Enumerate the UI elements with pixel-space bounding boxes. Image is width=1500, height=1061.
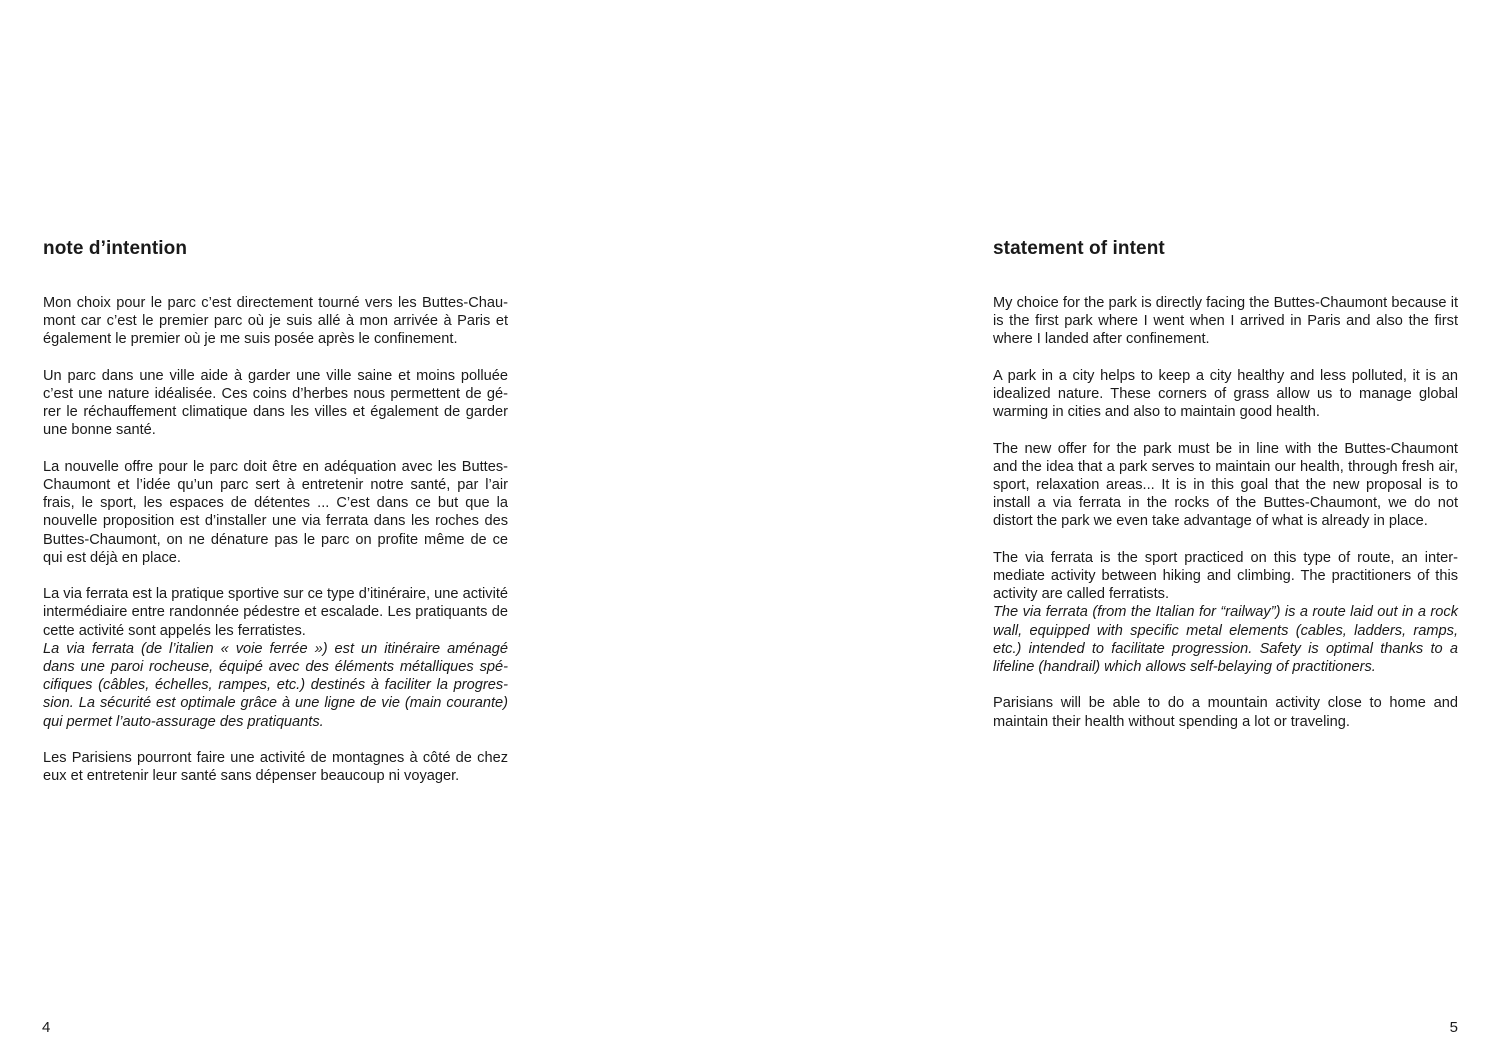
right-paragraph-3: The new offer for the park must be in line with the Buttes-Chaumont and the idea that a park serves to maintain our health, through fresh air, sport, relaxation areas... It is in this goal that the new proposal is to install a via ferrata in the rocks of the Buttes-Chaumont, we do not distort the park we even take advantage of what is already in place. xyxy=(993,440,1458,530)
right-text-column xyxy=(993,236,1458,731)
left-page-number: 4 xyxy=(42,1019,51,1036)
left-body xyxy=(43,294,508,785)
left-paragraph-5: Les Parisiens pourront faire une activité de montagnes à côté de chez eux et entretenir leur santé sans dépenser beaucoup ni voyager. xyxy=(43,750,508,785)
right-body xyxy=(993,294,1458,731)
left-paragraph-3: La nouvelle offre pour le parc doit être en adéquation avec les Buttes-Chaumont et l’idée qu’un parc sert à entretenir notre santé, par l’air frais, le sport, les espaces de détentes ... C’est dans ce but que la nouvelle proposition est d’installer une via ferrata dans les roches des Buttes-Chaumont, on ne dénature pas le parc on profite même de ce qui est déjà en place. xyxy=(43,458,508,566)
left-paragraph-2: Un parc dans une ville aide à garder une ville saine et moins polluée c’est une nature idéalisée. Ces coins d’herbes nous permettent de gérer le réchauffement climatique dans les villes et également de garder une bonne santé. xyxy=(43,367,508,439)
right-paragraph-2: A park in a city helps to keep a city healthy and less polluted, it is an idealized nature. These corners of grass allow us to manage global warming in cities and also to maintain good health. xyxy=(993,367,1458,421)
right-page-number: 5 xyxy=(1449,1019,1458,1036)
right-paragraph-1: My choice for the park is directly facing the Buttes-Chaumont because it is the first park where I went when I arrived in Paris and also the first where I landed after confinement. xyxy=(993,295,1458,348)
left-paragraph-4-italic-definition: La via ferrata (de l’italien « voie ferrée ») est un itinéraire aménagé dans une paroi rocheuse, équipé avec des éléments métalliques spécifiques (câbles, échelles, rampes, etc.) destinés à faciliter la progression. La sécurité est optimale grâce à une ligne de vie (main courante) qui permet l’auto-assurage des pratiquants. xyxy=(43,640,508,730)
right-paragraph-4-italic-definition: The via ferrata (from the Italian for “railway”) is a route laid out in a rock wall, equipped with specific metal elements (cables, ladders, ramps, etc.) intended to facilitate progression. Safety is optimal thanks to a lifeline (handrail) which allows self-belaying of practitioners. xyxy=(993,604,1458,676)
left-text-column xyxy=(43,236,508,785)
right-paragraph-4-text: The via ferrata is the sport practiced on this type of route, an intermediate activity between hiking and climbing. The practitioners of this activity are called ferratists. xyxy=(993,549,1458,603)
left-paragraph-1: Mon choix pour le parc c’est directement tourné vers les Buttes-Chaumont car c’est le premier parc où je suis allé à mon arrivée à Paris et également le premier où je me suis posée après le confinement. xyxy=(43,295,508,348)
right-heading: statement of intent xyxy=(993,238,1165,259)
left-paragraph-4 xyxy=(43,585,508,731)
right-paragraph-4 xyxy=(993,549,1458,676)
left-paragraph-4-text: La via ferrata est la pratique sportive sur ce type d’itinéraire, une activité intermédiaire entre randonnée pédestre et escalade. Les pratiquants de cette activité sont appelés les ferratistes. xyxy=(43,586,508,639)
right-page xyxy=(750,0,1500,1061)
right-paragraph-5: Parisians will be able to do a mountain activity close to home and maintain their health without spending a lot or traveling. xyxy=(993,695,1458,730)
left-heading: note d’intention xyxy=(43,238,188,259)
